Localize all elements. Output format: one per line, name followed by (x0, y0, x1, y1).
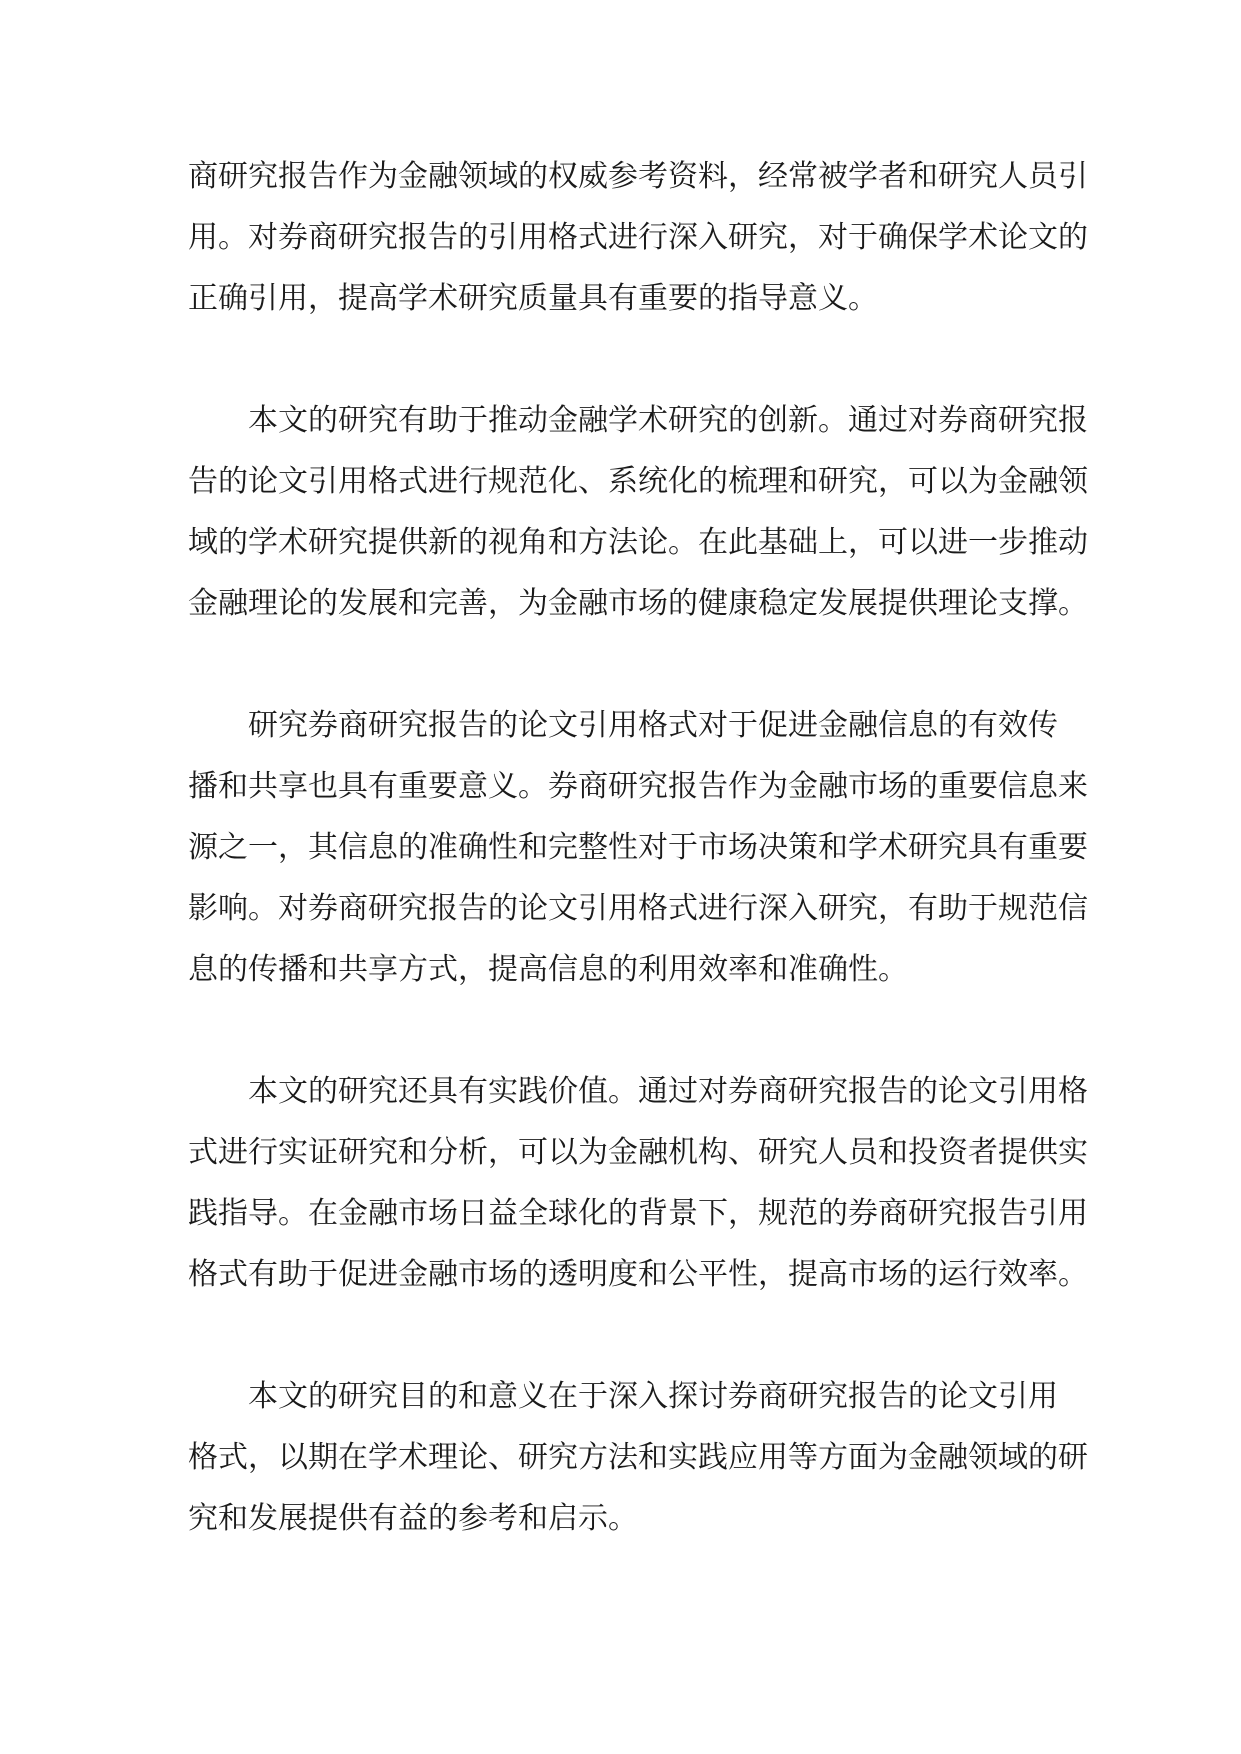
paragraph-line: 源之一，其信息的准确性和完整性对于市场决策和学术研究具有重要 (188, 830, 1088, 865)
document-body (188, 146, 1088, 1549)
paragraph-5 (188, 1366, 1088, 1549)
paragraph-line: 践指导。在金融市场日益全球化的背景下，规范的券商研究报告引用 (188, 1196, 1088, 1231)
paragraph-4 (188, 1061, 1088, 1305)
paragraph-spacer (188, 634, 1056, 695)
paragraph-line: 息的传播和共享方式，提高信息的利用效率和准确性。 (188, 952, 908, 987)
paragraph-line: 格式有助于促进金融市场的透明度和公平性，提高市场的运行效率。 (188, 1257, 1088, 1292)
paragraph-spacer (188, 329, 1056, 390)
paragraph-line: 正确引用，提高学术研究质量具有重要的指导意义。 (188, 281, 878, 316)
paragraph-line: 本文的研究目的和意义在于深入探讨券商研究报告的论文引用 (248, 1379, 1058, 1414)
paragraph-line: 用。对券商研究报告的引用格式进行深入研究，对于确保学术论文的 (188, 220, 1088, 255)
paragraph-line: 研究券商研究报告的论文引用格式对于促进金融信息的有效传 (248, 708, 1058, 743)
paragraph-1 (188, 146, 1088, 329)
paragraph-line: 影响。对券商研究报告的论文引用格式进行深入研究，有助于规范信 (188, 891, 1088, 926)
paragraph-line: 本文的研究还具有实践价值。通过对券商研究报告的论文引用格 (248, 1074, 1088, 1109)
paragraph-line: 域的学术研究提供新的视角和方法论。在此基础上，可以进一步推动 (188, 525, 1088, 560)
paragraph-spacer (188, 1000, 1056, 1061)
paragraph-line: 本文的研究有助于推动金融学术研究的创新。通过对券商研究报 (248, 403, 1088, 438)
paragraph-2 (188, 390, 1088, 634)
paragraph-line: 告的论文引用格式进行规范化、系统化的梳理和研究，可以为金融领 (188, 464, 1088, 499)
paragraph-line: 究和发展提供有益的参考和启示。 (188, 1501, 638, 1536)
paragraph-spacer (188, 1305, 1056, 1366)
paragraph-line: 金融理论的发展和完善，为金融市场的健康稳定发展提供理论支撑。 (188, 586, 1088, 621)
paragraph-line: 格式，以期在学术理论、研究方法和实践应用等方面为金融领域的研 (188, 1440, 1088, 1475)
paragraph-line: 播和共享也具有重要意义。券商研究报告作为金融市场的重要信息来 (188, 769, 1088, 804)
paragraph-line: 式进行实证研究和分析，可以为金融机构、研究人员和投资者提供实 (188, 1135, 1088, 1170)
paragraph-line: 商研究报告作为金融领域的权威参考资料，经常被学者和研究人员引 (188, 159, 1088, 194)
paragraph-3 (188, 695, 1088, 1000)
